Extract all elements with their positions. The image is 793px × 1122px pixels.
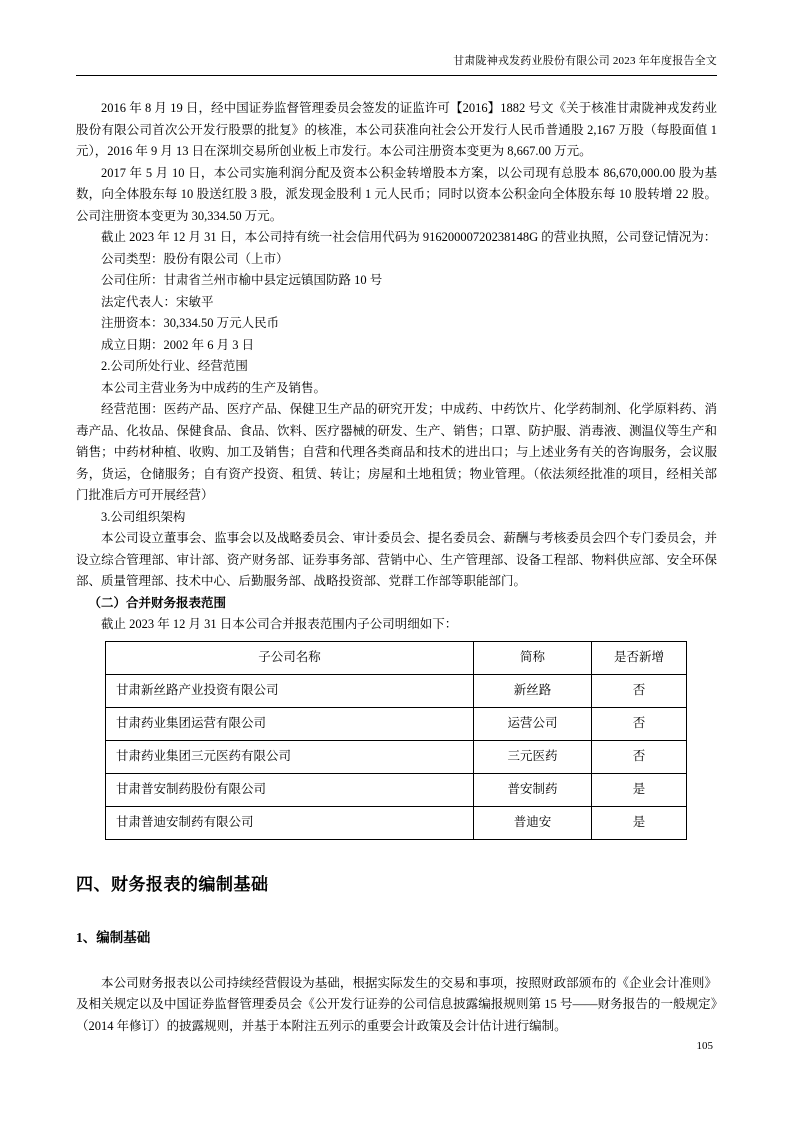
heading-org-structure: 3.公司组织架构 — [101, 509, 186, 524]
cell-subsidiary-name: 甘肃普迪安制药有限公司 — [106, 806, 474, 839]
line-main-business: 本公司主营业务为中成药的生产及销售。 — [101, 380, 327, 395]
page-number: 105 — [696, 1040, 713, 1052]
table-row — [106, 806, 687, 839]
document-body — [76, 98, 717, 1037]
column-header-is-new: 是否新增 — [592, 641, 687, 674]
table-row — [106, 773, 687, 806]
cell-is-new: 是 — [592, 806, 687, 839]
column-header-subsidiary-name: 子公司名称 — [106, 641, 474, 674]
cell-short-name: 运营公司 — [474, 707, 592, 740]
paragraph-preparation-basis: 本公司财务报表以公司持续经营假设为基础，根据实际发生的交易和事项，按照财政部颁布的《企业会计准则》及相关规定以及中国证券监督管理委员会《公开发行证券的公司信息披露编报规则第 15 号——财务报告的一般规定》（2014 年修订）的披露规则，并基于本附注五列示的重要会计政策及会计估计进行编制。 — [76, 975, 717, 1033]
cell-subsidiary-name: 甘肃新丝路产业投资有限公司 — [106, 674, 474, 707]
line-registered-capital: 注册资本：30,334.50 万元人民币 — [101, 316, 280, 330]
subsidiaries-table — [105, 641, 687, 840]
table-row — [106, 674, 687, 707]
line-company-type: 公司类型：股份有限公司（上市） — [101, 251, 289, 266]
cell-short-name: 普迪安 — [474, 806, 592, 839]
cell-subsidiary-name: 甘肃药业集团三元医药有限公司 — [106, 740, 474, 773]
report-header-title: 甘肃陇神戎发药业股份有限公司 2023 年年度报告全文 — [76, 52, 717, 76]
cell-subsidiary-name: 甘肃药业集团运营有限公司 — [106, 707, 474, 740]
paragraph-capital-2017: 2017 年 5 月 10 日，本公司实施利润分配及资本公积金转增股本方案，以公司现有总股本 86,670,000.00 股为基数，向全体股东每 10 股送红股 3 股，派发现金股利 1 元人民币；同时以资本公积金向全体股东每 10 股转增 22 股。公司注册资本变更为 30,334.50 万元。 — [76, 165, 717, 223]
paragraph-consolidation-intro: 截止 2023 年 12 月 31 日本公司合并报表范围内子公司明细如下： — [101, 617, 458, 631]
cell-is-new: 否 — [592, 674, 687, 707]
cell-subsidiary-name: 甘肃普安制药股份有限公司 — [106, 773, 474, 806]
heading-industry-scope: 2.公司所处行业、经营范围 — [101, 359, 248, 373]
line-establishment-date: 成立日期：2002 年 6 月 3 日 — [101, 337, 255, 352]
paragraph-ipo-2016: 2016 年 8 月 19 日，经中国证券监督管理委员会签发的证监许可【2016】1882 号文《关于核准甘肃陇神戎发药业股份有限公司首次公开发行股票的批复》的核准，本公司获准向社会公开发行人民币普通股 2,167 万股（每股面值 1 元），2016 年 9 月 13 日在深圳交易所创业板上市发行。本公司注册资本变更为 8,667.00 万元。 — [76, 101, 717, 158]
line-company-address: 公司住所：甘肃省兰州市榆中县定远镇国防路 10 号 — [101, 273, 383, 287]
cell-short-name: 新丝路 — [474, 674, 592, 707]
column-header-short-name: 简称 — [474, 641, 592, 674]
section-heading-preparation-basis: 四、财务报表的编制基础 — [76, 874, 269, 894]
table-header-row — [106, 641, 687, 674]
paragraph-business-scope: 经营范围：医药产品、医疗产品、保健卫生产品的研究开发；中成药、中药饮片、化学药制剂、化学原料药、消毒产品、化妆品、保健食品、食品、饮料、医疗器械的研发、生产、销售；口罩、防护服、消毒液、测温仪等生产和销售；中药材种植、收购、加工及销售；自营和代理各类商品和技术的进出口；与上述业务有关的咨询服务，会议服务，货运，仓储服务；自有资产投资、租赁、转让；房屋和土地租赁；物业管理。（依法须经批准的项目，经相关部门批准后方可开展经营） — [76, 402, 717, 502]
heading-consolidation-scope: （二）合并财务报表范围 — [88, 595, 227, 610]
cell-short-name: 普安制药 — [474, 773, 592, 806]
paragraph-org-structure: 本公司设立董事会、监事会以及战略委员会、审计委员会、提名委员会、薪酬与考核委员会四个专门委员会，并设立综合管理部、审计部、资产财务部、证券事务部、营销中心、生产管理部、设备工程部、物料供应部、安全环保部、质量管理部、技术中心、后勤服务部、战略投资部、党群工作部等职能部门。 — [76, 531, 717, 588]
cell-is-new: 否 — [592, 707, 687, 740]
subsection-heading-basis: 1、编制基础 — [76, 929, 151, 945]
cell-short-name: 三元医药 — [474, 740, 592, 773]
paragraph-business-license: 截止 2023 年 12 月 31 日，本公司持有统一社会信用代码为 91620000720238148G 的营业执照，公司登记情况为： — [101, 230, 717, 244]
cell-is-new: 否 — [592, 740, 687, 773]
cell-is-new: 是 — [592, 773, 687, 806]
line-legal-representative: 法定代表人：宋敏平 — [101, 294, 214, 309]
table-row — [106, 707, 687, 740]
table-row — [106, 740, 687, 773]
